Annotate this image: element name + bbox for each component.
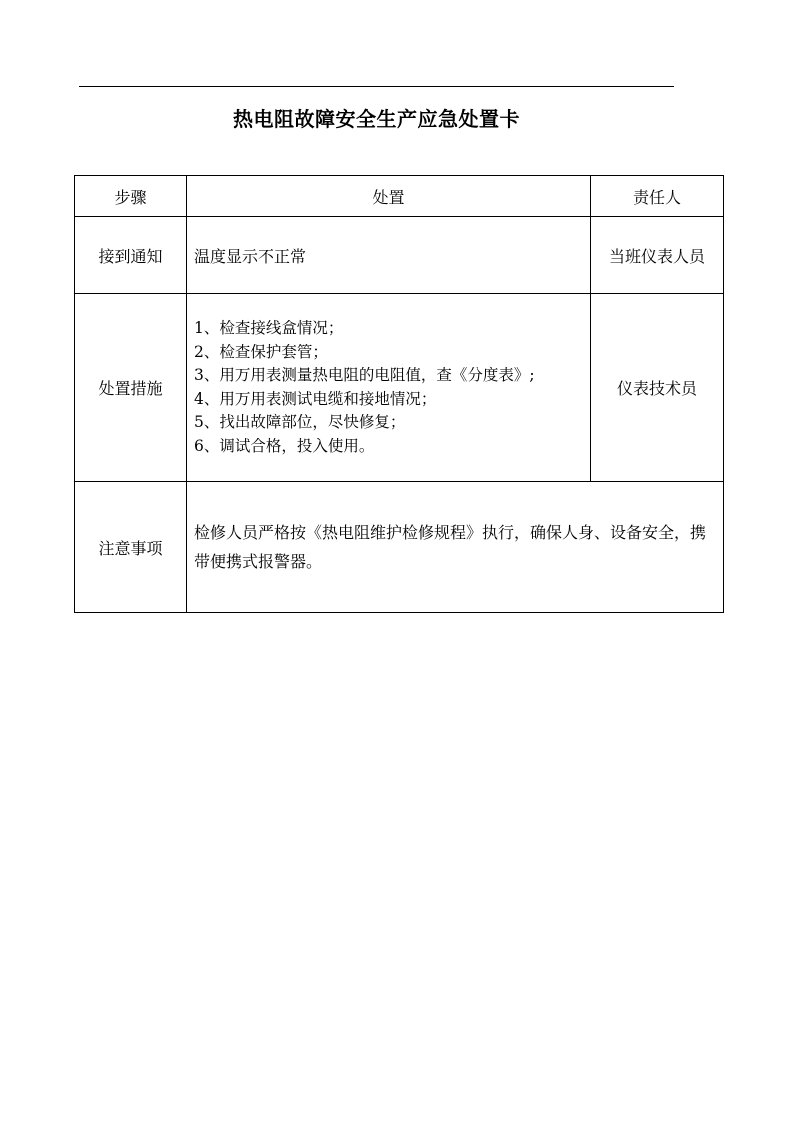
measures-owner-cell: 仪表技术员	[591, 294, 724, 482]
measures-step-cell: 处置措施	[75, 294, 187, 482]
notify-step-cell: 接到通知	[75, 217, 187, 294]
header-step: 步骤	[75, 176, 187, 217]
header-rule	[79, 86, 674, 87]
notify-owner-cell: 当班仪表人员	[591, 217, 724, 294]
header-owner: 责任人	[591, 176, 724, 217]
notify-action-cell: 温度显示不正常	[187, 217, 591, 294]
measure-item: 1、检查接线盒情况；	[194, 319, 344, 337]
measures-list	[194, 317, 586, 458]
table-row-notify	[75, 217, 724, 294]
measure-item: 2、检查保护套管；	[194, 342, 328, 361]
measures-action-cell	[187, 294, 591, 482]
measure-item: 5、找出故障部位，尽快修复；	[194, 413, 406, 431]
notes-step-cell: 注意事项	[75, 482, 187, 613]
page-title: 热电阻故障安全生产应急处置卡	[233, 107, 520, 131]
header-action: 处置	[187, 176, 591, 217]
table-header-row	[75, 176, 724, 217]
emergency-card-table	[74, 175, 724, 613]
measure-item: 3、用万用表测量热电阻的电阻值，查《分度表》;	[194, 366, 535, 384]
measure-item: 4、用万用表测试电缆和接地情况；	[194, 389, 437, 408]
notes-text-cell: 检修人员严格按《热电阻维护检修规程》执行，确保人身、设备安全，携带便携式报警器。	[187, 482, 724, 613]
table-row-measures	[75, 294, 724, 482]
measure-item: 6、调试合格，投入使用。	[194, 436, 375, 455]
table-row-notes	[75, 482, 724, 613]
